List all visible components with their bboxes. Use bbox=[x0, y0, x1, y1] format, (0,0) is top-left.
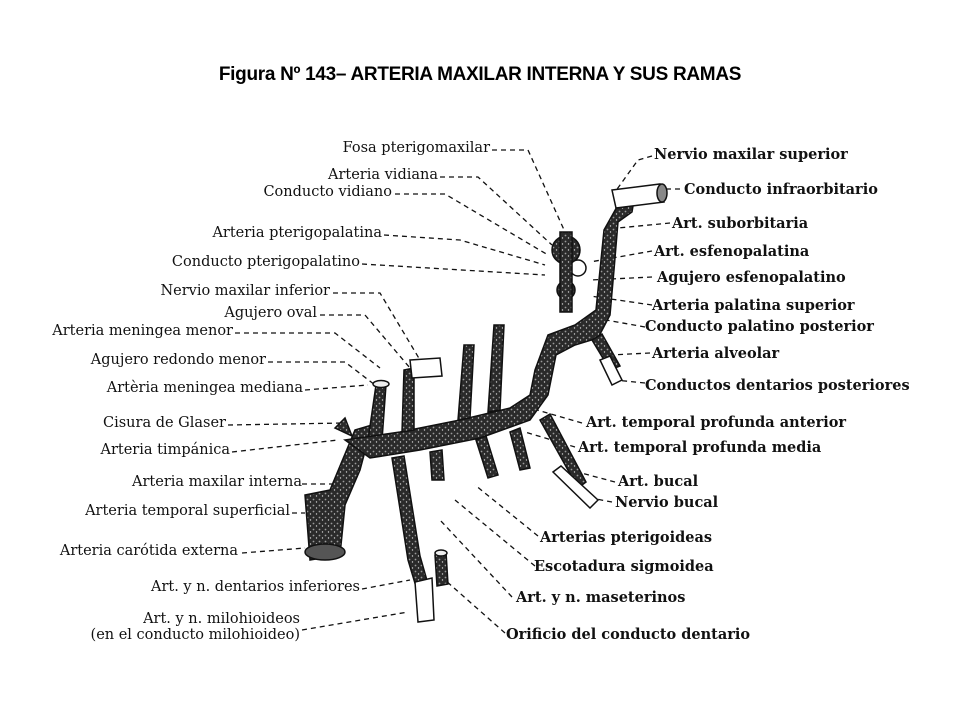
label-fosa-pterigomaxilar: Fosa pterigomaxilar bbox=[342, 140, 490, 156]
label-conducto-vidiano: Conducto vidiano bbox=[263, 184, 392, 200]
label-conducto-milohioideo: (en el conducto milohioideo) bbox=[90, 627, 300, 643]
label-art-n-dentarios-inferiores: Art. y n. dentarios inferiores bbox=[150, 579, 360, 595]
label-escotadura-sigmoidea: Escotadura sigmoidea bbox=[534, 558, 714, 575]
label-arteria-alveolar: Arteria alveolar bbox=[652, 345, 780, 362]
label-arteria-maxilar-interna: Arteria maxilar interna bbox=[132, 474, 302, 490]
label-conducto-infraorbitario: Conducto infraorbitario bbox=[684, 181, 878, 198]
label-arterias-pterigoideas: Arterias pterigoideas bbox=[540, 529, 713, 546]
label-agujero-oval: Agujero oval bbox=[224, 305, 317, 321]
label-arteria-meningea-menor: Arteria meningea menor bbox=[52, 323, 233, 339]
label-art-temporal-profunda-media: Art. temporal profunda media bbox=[578, 439, 822, 456]
label-art-bucal: Art. bucal bbox=[618, 473, 699, 490]
label-art-n-milohioideos: Art. y n. milohioideos bbox=[143, 611, 300, 627]
label-arteria-temporal-superficial: Arteria temporal superficial bbox=[85, 503, 290, 519]
label-nervio-bucal: Nervio bucal bbox=[615, 494, 719, 511]
label-art-suborbitaria: Art. suborbitaria bbox=[672, 215, 809, 232]
label-agujero-redondo-menor: Agujero redondo menor bbox=[90, 352, 266, 368]
label-art-esfenopalatina: Art. esfenopalatina bbox=[654, 243, 810, 260]
label-arteria-pterigopalatina: Arteria pterigopalatina bbox=[212, 225, 382, 241]
figure-title: Figura Nº 143– ARTERIA MAXILAR INTERNA Y SUS RAMAS bbox=[218, 64, 742, 85]
label-cisura-de-glaser: Cisura de Glaser bbox=[103, 415, 226, 431]
label-art-n-maseterinos: Art. y n. maseterinos bbox=[516, 589, 686, 606]
label-nervio-maxilar-inferior: Nervio maxilar inferior bbox=[160, 283, 330, 299]
label-agujero-esfenopalatino: Agujero esfenopalatino bbox=[657, 269, 846, 286]
label-conducto-pterigopalatino: Conducto pterigopalatino bbox=[171, 254, 360, 270]
label-conductos-dentarios-posteriores: Conductos dentarios posteriores bbox=[645, 377, 910, 394]
label-arteria-meningea-mediana: Artèria meningea mediana bbox=[106, 380, 303, 396]
label-art-temporal-profunda-anterior: Art. temporal profunda anterior bbox=[586, 414, 847, 431]
label-arteria-timpanica: Arteria timpánica bbox=[100, 442, 230, 458]
label-arteria-carotida-externa: Arteria carótida externa bbox=[59, 543, 238, 559]
label-conducto-palatino-posterior: Conducto palatino posterior bbox=[645, 318, 874, 335]
label-arteria-vidiana: Arteria vidiana bbox=[327, 167, 438, 183]
vessels bbox=[305, 184, 667, 622]
label-orificio-conducto-dentario: Orificio del conducto dentario bbox=[506, 626, 751, 643]
label-arteria-palatina-superior: Arteria palatina superior bbox=[652, 297, 855, 314]
label-nervio-maxilar-superior: Nervio maxilar superior bbox=[654, 146, 848, 163]
